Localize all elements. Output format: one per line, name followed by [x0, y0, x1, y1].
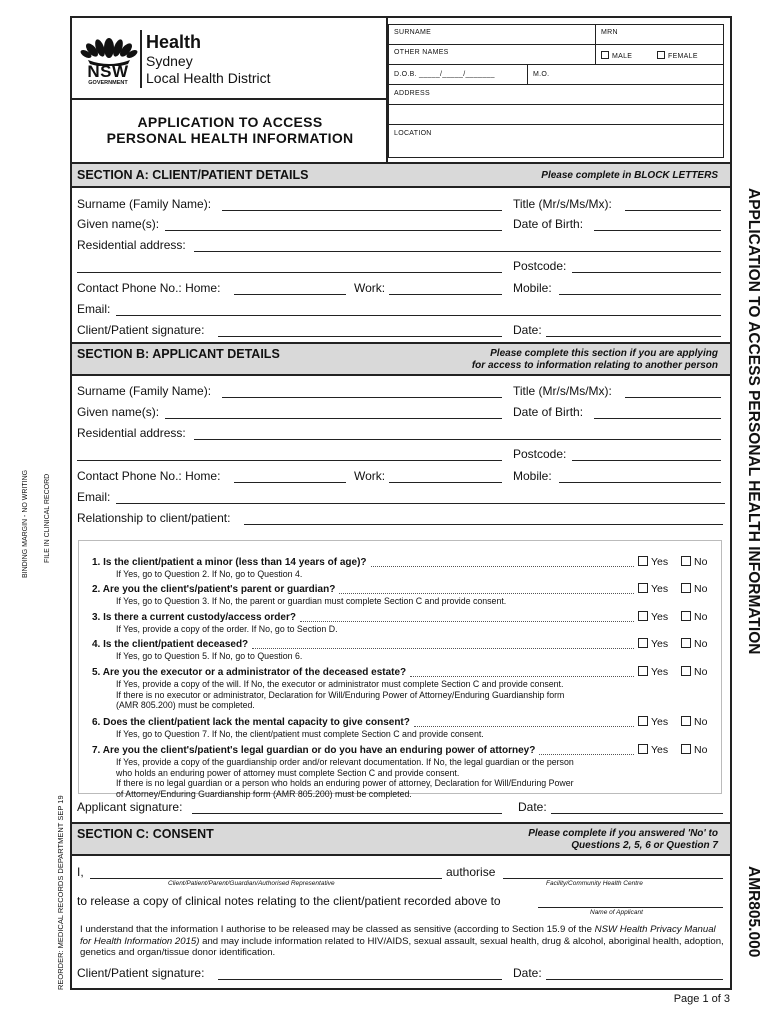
binding-margin-text: BINDING MARGIN - NO WRITING [22, 469, 29, 578]
label-dob: D.O.B. _____/_____/_______ [394, 71, 495, 78]
a-surname-input[interactable] [222, 210, 502, 211]
c-signature-input[interactable] [218, 979, 502, 980]
label-address: ADDRESS [394, 90, 430, 97]
a-given-input[interactable] [165, 230, 502, 231]
title-line-1: APPLICATION TO ACCESS [137, 114, 323, 130]
c-applicant-input[interactable] [538, 907, 723, 908]
waratah-logo-icon [80, 26, 138, 66]
question-5-no-checkbox[interactable]: No [681, 666, 707, 678]
a-title-input[interactable] [625, 210, 721, 211]
question-6-instruction: If Yes, go to Question 7. If No, the client/patient must complete Section C and provide consent. [116, 729, 484, 739]
label-location: LOCATION [394, 130, 432, 137]
form-page [70, 16, 732, 990]
question-7-no-checkbox[interactable]: No [681, 744, 707, 756]
c-facility-input[interactable] [503, 878, 723, 879]
a-signature-label: Client/Patient signature: [77, 323, 205, 337]
question-4-no-checkbox[interactable]: No [681, 638, 707, 650]
label-row-other [389, 45, 723, 65]
section-c-header [72, 822, 730, 856]
side-title: APPLICATION TO ACCESS PERSONAL HEALTH INFORMATION [745, 188, 762, 655]
a-work-label: Work: [354, 281, 386, 295]
question-5-instruction: If Yes, provide a copy of the will. If No, the executor or administrator must complete Section C and provide consent. [116, 679, 564, 689]
c-i-label: I, [77, 865, 84, 879]
logo-area [72, 18, 388, 100]
b-title-input[interactable] [625, 397, 721, 398]
question-5: 5. Are you the executor or a administrator of the deceased estate? [92, 667, 407, 678]
b-work-label: Work: [354, 469, 386, 483]
question-6-no-checkbox[interactable]: No [681, 716, 707, 728]
section-c-note: Please complete if you answered 'No' to Questions 2, 5, 6 or Question 7 [528, 828, 718, 851]
a-dob-input[interactable] [594, 230, 721, 231]
b-dob-label: Date of Birth: [513, 405, 584, 419]
section-b-title: SECTION B: APPLICANT DETAILS [77, 347, 280, 361]
a-address-label: Residential address: [77, 238, 186, 252]
b-email-label: Email: [77, 490, 111, 504]
male-checkbox[interactable]: MALE [601, 51, 632, 60]
file-in-record-text: FILE IN CLINICAL RECORD [44, 473, 51, 563]
b-given-label: Given name(s): [77, 405, 160, 419]
a-email-input[interactable] [116, 315, 721, 316]
label-surname: SURNAME [394, 29, 432, 36]
b-surname-input[interactable] [222, 397, 502, 398]
question-2-no-checkbox[interactable]: No [681, 583, 707, 595]
logo-lhd: Local Health District [146, 70, 271, 86]
question-1-instruction: If Yes, go to Question 2. If No, go to Question 4. [116, 569, 303, 579]
a-mobile-input[interactable] [559, 294, 721, 295]
a-surname-label: Surname (Family Name): [77, 197, 212, 211]
a-title-label: Title (Mr/s/Ms/Mx): [513, 197, 612, 211]
c-authorise-label: authorise [446, 865, 496, 879]
a-work-input[interactable] [389, 294, 502, 295]
dot-leader [539, 754, 634, 755]
a-signature-input[interactable] [218, 336, 502, 337]
a-given-label: Given name(s): [77, 217, 160, 231]
a-home-phone-label: Contact Phone No.: Home: [77, 281, 221, 295]
a-date-input[interactable] [546, 336, 721, 337]
question-7-instruction: of Attorney/Enduring Guardianship form (AMR 805.200) must be completed. [116, 788, 412, 799]
question-7-instruction: If Yes, provide a copy of the guardianship order and/or relevant documentation. If No, the legal guardian or the person [116, 757, 574, 767]
question-7: 7. Are you the client's/patient's legal guardian or do you have an enduring power of attorney? [92, 745, 536, 756]
dot-leader [410, 676, 634, 677]
b-home-phone-input[interactable] [234, 482, 346, 483]
question-5-instruction: (AMR 805.200) must be completed. [116, 700, 255, 710]
applicant-signature-input[interactable] [192, 813, 502, 814]
applicant-signature-label: Applicant signature: [77, 800, 183, 814]
a-home-phone-input[interactable] [234, 294, 346, 295]
c-applicant-caption: Name of Applicant [590, 909, 643, 916]
question-4-yes-checkbox[interactable]: Yes [638, 638, 668, 650]
b-postcode-input[interactable] [572, 460, 721, 461]
question-3: 3. Is there a current custody/access order? [92, 612, 296, 623]
section-a-note: Please complete in BLOCK LETTERS [541, 170, 718, 181]
b-address-label: Residential address: [77, 426, 186, 440]
logo-health: Health [146, 32, 202, 52]
c-who-caption: Client/Patient/Parent/Guardian/Authorised Representative [168, 880, 335, 887]
logo-sydney: Sydney [146, 53, 193, 69]
applicant-date-input[interactable] [551, 813, 723, 814]
a-dob-label: Date of Birth: [513, 217, 584, 231]
c-signature-label: Client/Patient signature: [77, 966, 205, 980]
label-row-address [389, 85, 723, 105]
b-mobile-label: Mobile: [513, 469, 552, 483]
reorder-text: REORDER: MEDICAL RECORDS DEPARTMENT SEP 19 [56, 795, 65, 990]
b-relationship-label: Relationship to client/patient: [77, 511, 231, 525]
c-name-input[interactable] [90, 878, 442, 879]
title-line-2: PERSONAL HEALTH INFORMATION [106, 130, 354, 146]
b-dob-input[interactable] [594, 418, 721, 419]
question-7-instruction: who holds an enduring power of attorney must complete Section C and provide consent. [116, 767, 460, 778]
b-mobile-input[interactable] [559, 482, 721, 483]
question-5-yes-checkbox[interactable]: Yes [638, 666, 668, 678]
question-3-no-checkbox[interactable]: No [681, 611, 707, 623]
c-release-label: to release a copy of clinical notes relating to the client/patient recorded above to [77, 894, 501, 908]
section-c-title: SECTION C: CONSENT [77, 827, 214, 841]
female-checkbox[interactable]: FEMALE [657, 51, 698, 60]
c-statement: I understand that the information I authorise to be released may be classed as sensitive (according to Section 15.9 of the NSW Health Privacy Manual for Health Information 2015) and may include information related to HIV/AIDS, sexual assault, sexual health, drug & alcohol, aboriginal health, adoption, genetics and organ/tissue donor identification. [80, 924, 724, 958]
c-date-input[interactable] [546, 979, 723, 980]
form-code: AMR805.000 [745, 866, 762, 958]
label-row-surname [389, 25, 723, 45]
question-1-yes-checkbox[interactable]: Yes [638, 556, 668, 568]
dot-leader [252, 648, 634, 649]
question-2-instruction: If Yes, go to Question 3. If No, the parent or guardian must complete Section C and provide consent. [116, 596, 507, 606]
a-date-label: Date: [513, 323, 542, 337]
section-a-header [72, 162, 730, 188]
a-address-input[interactable] [194, 251, 721, 252]
label-mo: M.O. [533, 71, 550, 78]
a-postcode-input[interactable] [572, 272, 721, 273]
patient-label-box [388, 24, 724, 158]
question-6: 6. Does the client/patient lack the mental capacity to give consent? [92, 717, 410, 728]
b-postcode-label: Postcode: [513, 447, 567, 461]
a-email-label: Email: [77, 302, 111, 316]
b-email-input[interactable] [116, 503, 725, 504]
b-address-input-2[interactable] [77, 460, 502, 461]
question-5-instruction: If there is no executor or administrator, Declaration for Will/Enduring Power of Attorney/Enduring Guardianship form [116, 689, 565, 700]
dot-leader [339, 593, 634, 594]
question-1-no-checkbox[interactable]: No [681, 556, 707, 568]
nsw-text: NSW [87, 62, 129, 81]
question-3-instruction: If Yes, provide a copy of the order. If No, go to Section D. [116, 624, 338, 634]
section-a-title: SECTION A: CLIENT/PATIENT DETAILS [77, 168, 309, 182]
b-given-input[interactable] [165, 418, 502, 419]
label-mrn: MRN [601, 29, 618, 36]
b-address-input[interactable] [194, 439, 721, 440]
question-6-yes-checkbox[interactable]: Yes [638, 716, 668, 728]
page-number: Page 1 of 3 [673, 993, 730, 1005]
question-2-yes-checkbox[interactable]: Yes [638, 583, 668, 595]
label-row-location [389, 125, 723, 157]
dot-leader [414, 726, 634, 727]
form-title [72, 98, 388, 162]
c-facility-caption: Facility/Community Health Centre [546, 880, 643, 887]
section-b-note: Please complete this section if you are applying for access to information relating to another person [471, 348, 718, 371]
question-7-instruction: If there is no legal guardian or a person who holds an enduring power of attorney, Declaration for Will/Enduring Power [116, 778, 574, 788]
c-date-label: Date: [513, 966, 542, 980]
a-postcode-label: Postcode: [513, 259, 567, 273]
b-home-phone-label: Contact Phone No.: Home: [77, 469, 221, 483]
question-2: 2. Are you the client's/patient's parent or guardian? [92, 584, 336, 595]
label-row-address-2 [389, 105, 723, 125]
question-4-instruction: If Yes, go to Question 5. If No, go to Question 6. [116, 651, 303, 661]
question-3-yes-checkbox[interactable]: Yes [638, 611, 668, 623]
dot-leader [371, 566, 634, 567]
applicant-date-label: Date: [518, 800, 547, 814]
b-work-input[interactable] [389, 482, 502, 483]
a-address-input-2[interactable] [77, 272, 502, 273]
logo-divider [140, 30, 142, 88]
question-7-yes-checkbox[interactable]: Yes [638, 744, 668, 756]
government-text: GOVERNMENT [88, 80, 128, 86]
question-1: 1. Is the client/patient a minor (less than 14 years of age)? [92, 557, 367, 568]
b-surname-label: Surname (Family Name): [77, 384, 212, 398]
b-title-label: Title (Mr/s/Ms/Mx): [513, 384, 612, 398]
a-mobile-label: Mobile: [513, 281, 552, 295]
dot-leader [300, 621, 634, 622]
label-other-names: OTHER NAMES [394, 49, 449, 56]
label-row-dob [389, 65, 723, 85]
question-4: 4. Is the client/patient deceased? [92, 639, 249, 650]
section-b-header [72, 342, 730, 376]
b-relationship-input[interactable] [244, 524, 723, 525]
